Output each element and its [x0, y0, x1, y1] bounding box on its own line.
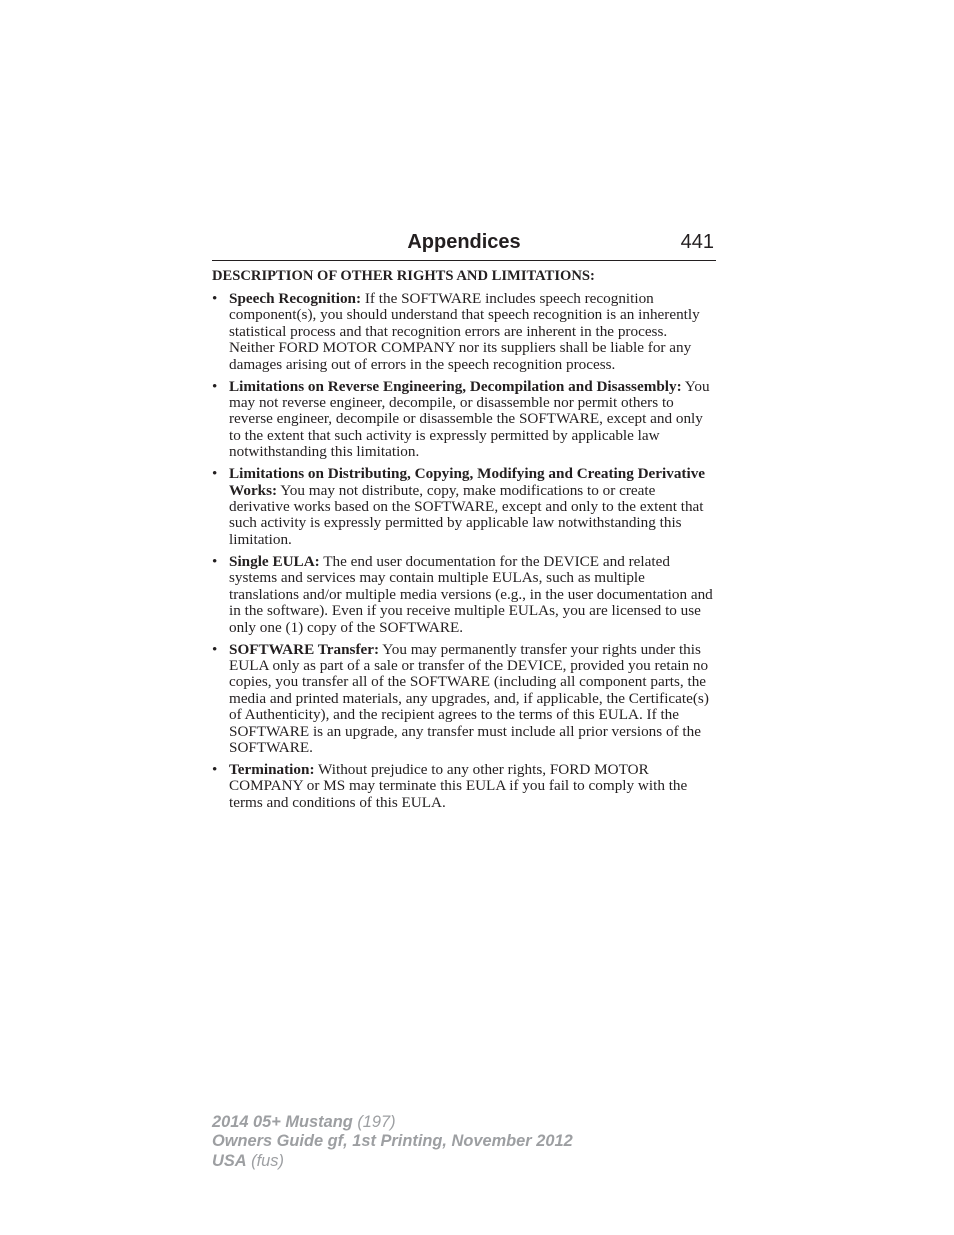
bullet-icon: • [212, 552, 218, 570]
page-number: 441 [680, 231, 714, 253]
list-item [212, 762, 716, 811]
item-term: Termination: [229, 760, 315, 778]
item-term: Limitations on Reverse Engineering, Decompilation and Disassembly: [229, 377, 682, 395]
section-heading: DESCRIPTION OF OTHER RIGHTS AND LIMITATIONS: [212, 268, 595, 284]
bullet-icon: • [212, 760, 218, 778]
bullet-icon: • [212, 465, 218, 483]
item-term: Speech Recognition: [229, 290, 362, 307]
item-text: You may permanently transfer your rights under this EULA only as part of a sale or transfer of the DEVICE, provided you retain no copies, you transfer all of the SOFTWARE (including all component parts, the media and printed materials, any upgrades, and, if applicable, the Certificate(s) of Authenticity), and the recipient agrees to the terms of this EULA. If the SOFTWARE is an upgrade, any transfer must include all prior versions of the SOFTWARE. [229, 640, 709, 756]
item-text: The end user documentation for the DEVICE and related systems and services may contain multiple EULAs, such as multiple translations and/or multiple media versions (e.g., in the user documentation and in the software). Even if you receive multiple EULAs, you are licensed to use only one (1) copy of the SOFTWARE. [229, 552, 713, 636]
footer-line-printing: Owners Guide gf, 1st Printing, November 2012 [212, 1132, 573, 1151]
rights-list [212, 291, 716, 811]
item-text: If the SOFTWARE includes speech recognition component(s), you should understand that speech recognition is an inherently statistical process and that recognition errors are inherent in the process. Neither FORD MOTOR COMPANY nor its suppliers shall be liable for any damages arising out of errors in the speech recognition process. [229, 290, 700, 373]
footer-model-code: (197) [357, 1113, 396, 1131]
list-item [212, 642, 716, 757]
list-item [212, 379, 716, 461]
list-item [212, 291, 716, 373]
page-footer [212, 1113, 573, 1171]
footer-model: 2014 05+ Mustang [212, 1113, 353, 1131]
item-term: Single EULA: [229, 552, 320, 570]
footer-market-code: (fus) [251, 1151, 284, 1170]
item-text: You may not reverse engineer, decompile, or disassemble nor permit others to reverse engineer, decompile or disassemble the SOFTWARE, except and only to the extent that such activity is expressly permitted by applicable law notwithstanding this limitation. [229, 377, 710, 461]
item-term: Limitations on Distributing, Copying, Modifying and Creating Derivative Works: [229, 465, 706, 499]
list-item [212, 466, 716, 548]
footer-market: USA [212, 1151, 247, 1170]
footer-line-market [212, 1152, 573, 1171]
bullet-icon: • [212, 290, 218, 307]
item-text: You may not distribute, copy, make modifications to or create derivative works based on the SOFTWARE, except and only to the extent that such activity is expressly permitted by applicable law notwithstanding this limitation. [229, 481, 704, 548]
bullet-icon: • [212, 377, 218, 395]
page-header [212, 228, 716, 261]
list-item [212, 554, 716, 636]
footer-line-model [212, 1113, 573, 1132]
bullet-icon: • [212, 640, 218, 658]
page-content [212, 268, 716, 817]
item-term: SOFTWARE Transfer: [229, 640, 380, 658]
item-text: Without prejudice to any other rights, FORD MOTOR COMPANY or MS may terminate this EULA if you fail to comply with the terms and conditions of this EULA. [229, 760, 688, 811]
section-title: Appendices [407, 231, 521, 253]
